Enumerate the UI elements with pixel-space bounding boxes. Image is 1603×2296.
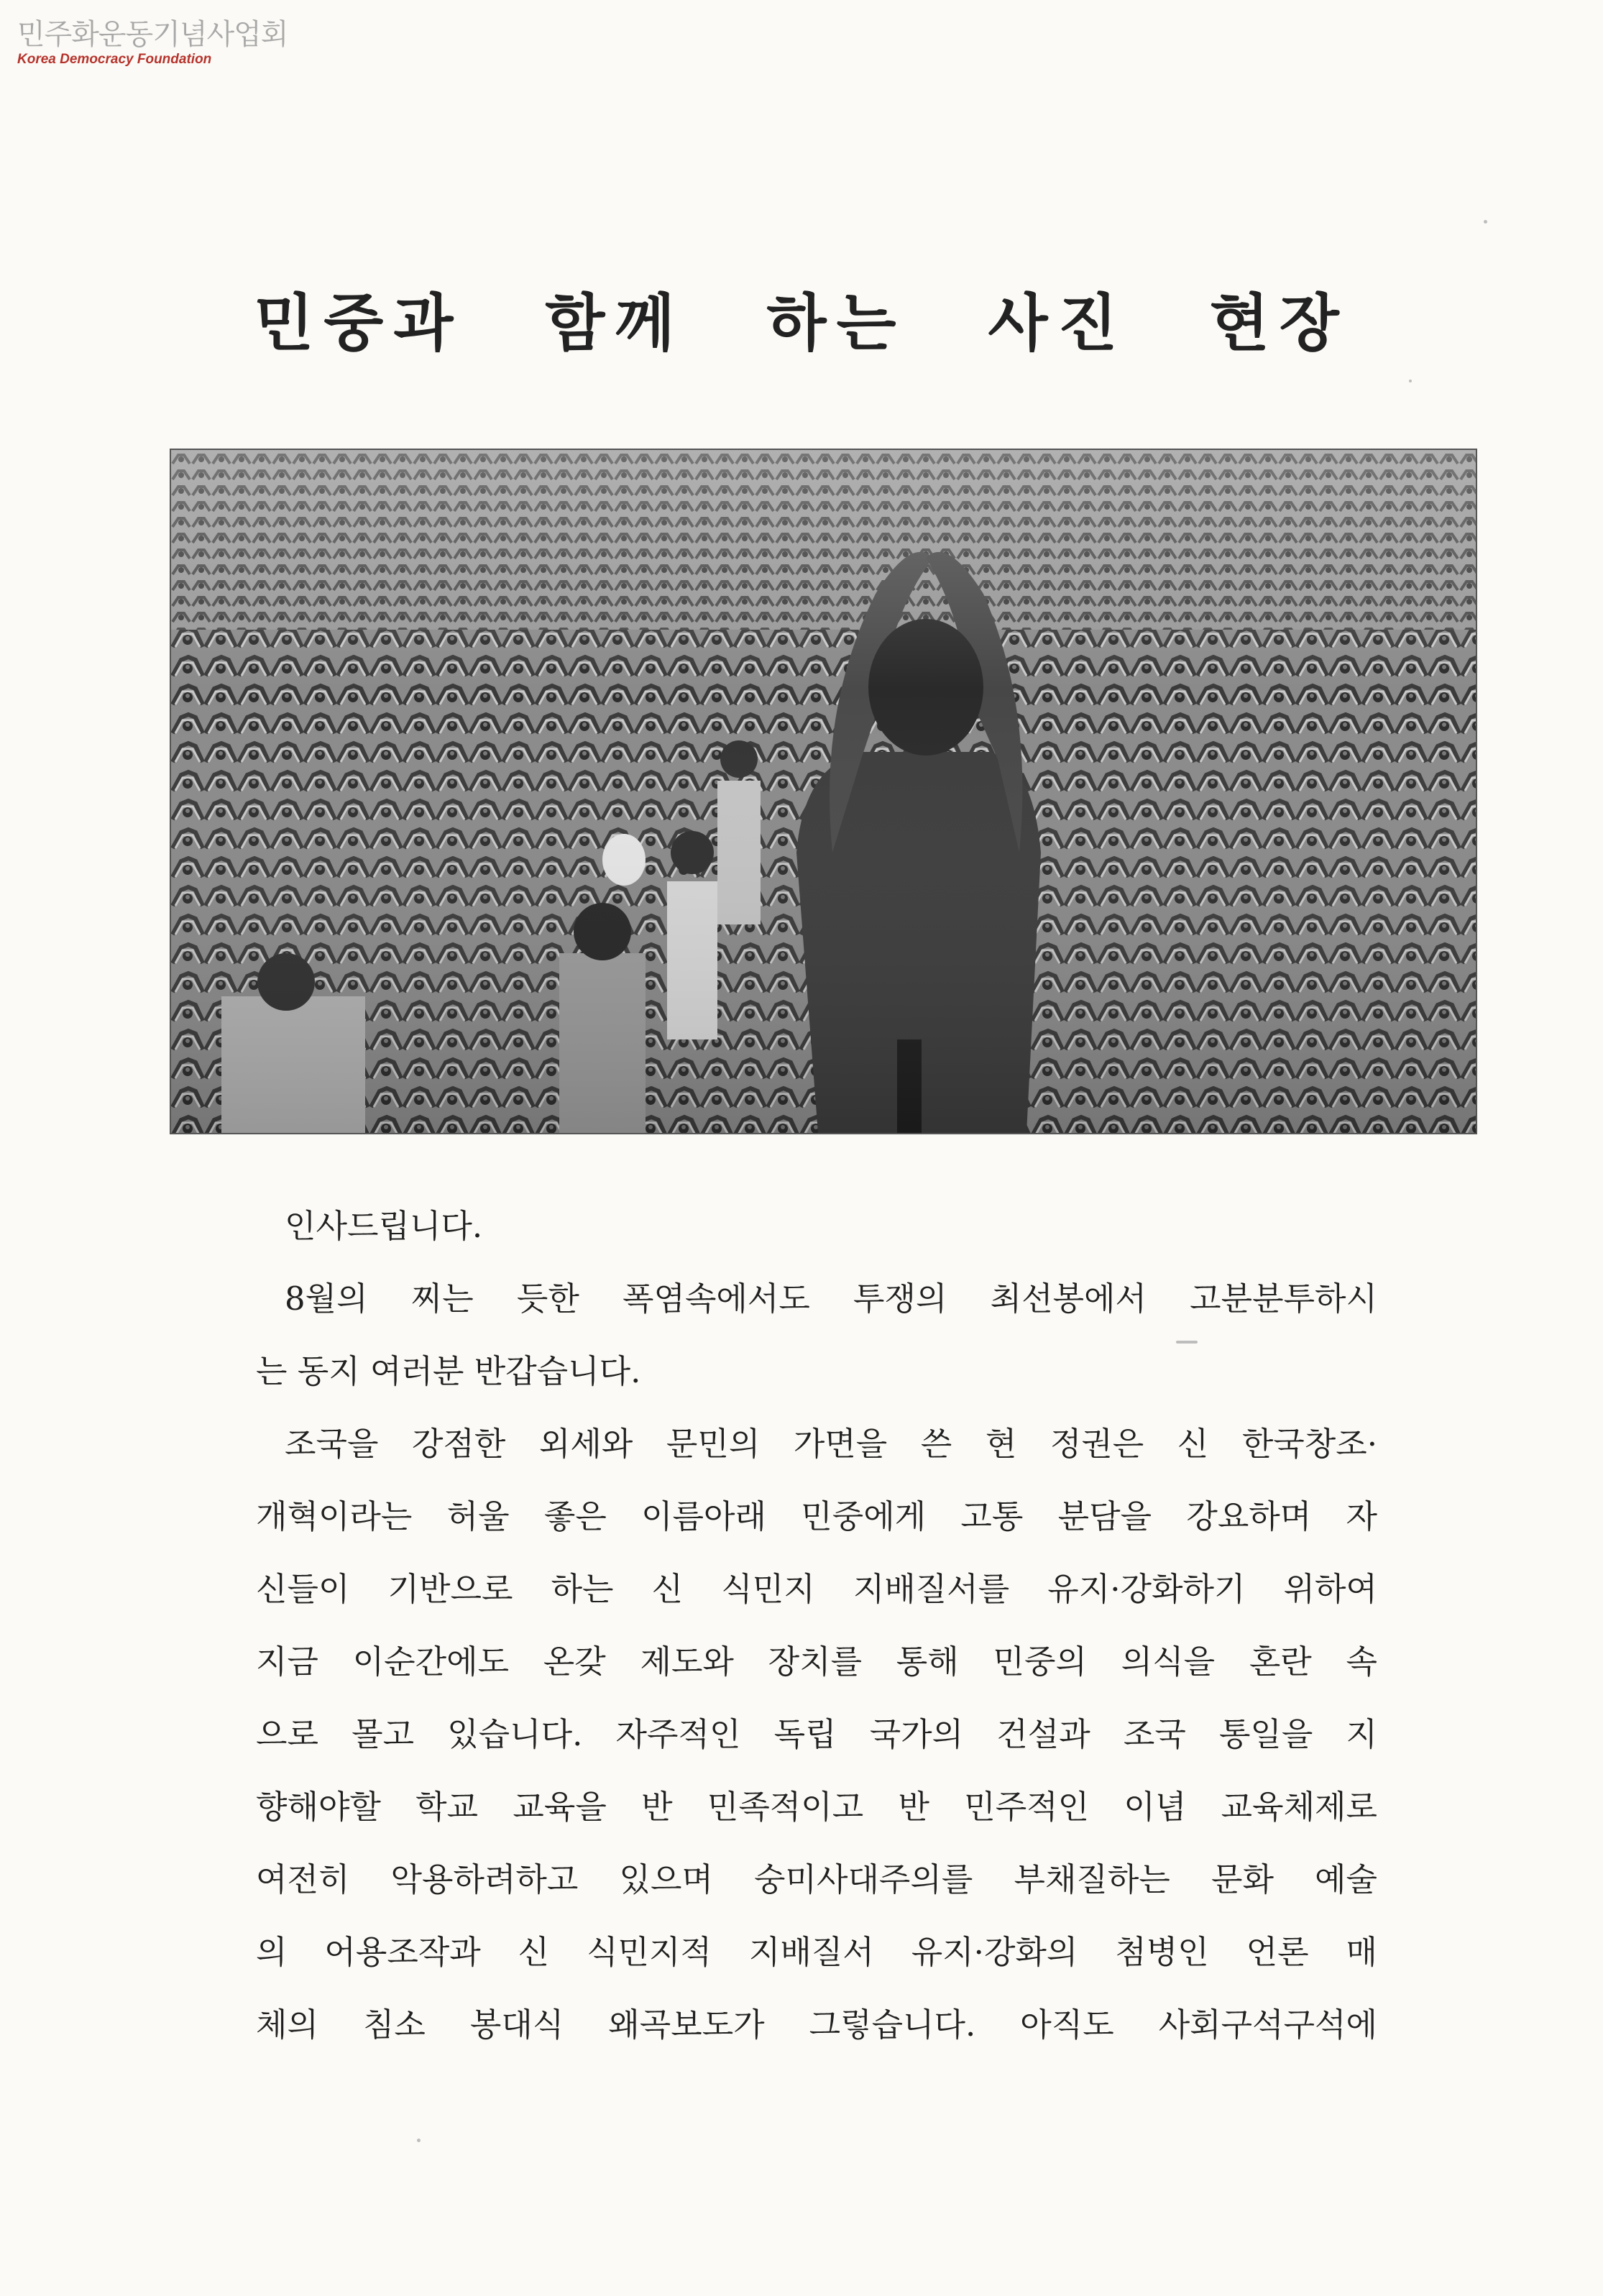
- paragraph-2-line: 신들이 기반으로 하는 신 식민지 지배질서를 유지·강화하기 위하여: [256, 1570, 1377, 1608]
- paper-speck: [1176, 1341, 1198, 1344]
- paragraph-2-line: 조국을 강점한 외세와 문민의 가면을 쓴 현 정권은 신 한국창조·: [285, 1425, 1377, 1463]
- paragraph-1-line: 8월의 찌는 듯한 폭염속에서도 투쟁의 최선봉에서 고분분투하시: [285, 1280, 1377, 1318]
- paper-speck: [1484, 220, 1487, 224]
- paragraph-2-line: 여전히 악용하려하고 있으며 숭미사대주의를 부채질하는 문화 예술: [256, 1860, 1377, 1898]
- paper-speck: [417, 2139, 421, 2142]
- paragraph-2-line: 체의 침소 봉대식 왜곡보도가 그렇습니다. 아직도 사회구석구석에: [256, 2006, 1377, 2044]
- page-title: 민중과 함께 하는 사진 현장: [254, 288, 1349, 359]
- paragraph-2-line: 개혁이라는 허울 좋은 이름아래 민중에게 고통 분담을 강요하며 자: [256, 1497, 1377, 1535]
- paragraph-1-line: 는 동지 여러분 반갑습니다.: [256, 1352, 641, 1390]
- paragraph-1: [256, 1262, 1377, 1408]
- crowd-photo: [171, 450, 1476, 1133]
- greeting-line: 인사드립니다.: [285, 1207, 483, 1245]
- paragraph-2-line: 으로 몰고 있습니다. 자주적인 독립 국가의 건설과 조국 통일을 지: [256, 1715, 1377, 1753]
- watermark-korean-name: 민주화운동기념사업회: [17, 18, 288, 51]
- letter-body: [256, 1190, 1377, 2061]
- watermark-english-name: Korea Democracy Foundation: [17, 52, 212, 67]
- paragraph-2-line: 지금 이순간에도 온갖 제도와 장치를 통해 민중의 의식을 혼란 속: [256, 1643, 1377, 1681]
- paper-speck: [1409, 380, 1412, 382]
- paragraph-2-line: 향해야할 학교 교육을 반 민족적이고 반 민주적인 이념 교육체제로: [256, 1788, 1377, 1826]
- greeting: [256, 1190, 1377, 1262]
- watermark-logo: [17, 18, 288, 68]
- crowd-photo-image: [171, 450, 1476, 1133]
- paragraph-2: [256, 1408, 1377, 2061]
- paragraph-2-line: 의 어용조작과 신 식민지적 지배질서 유지·강화의 첨병인 언론 매: [256, 1933, 1377, 1971]
